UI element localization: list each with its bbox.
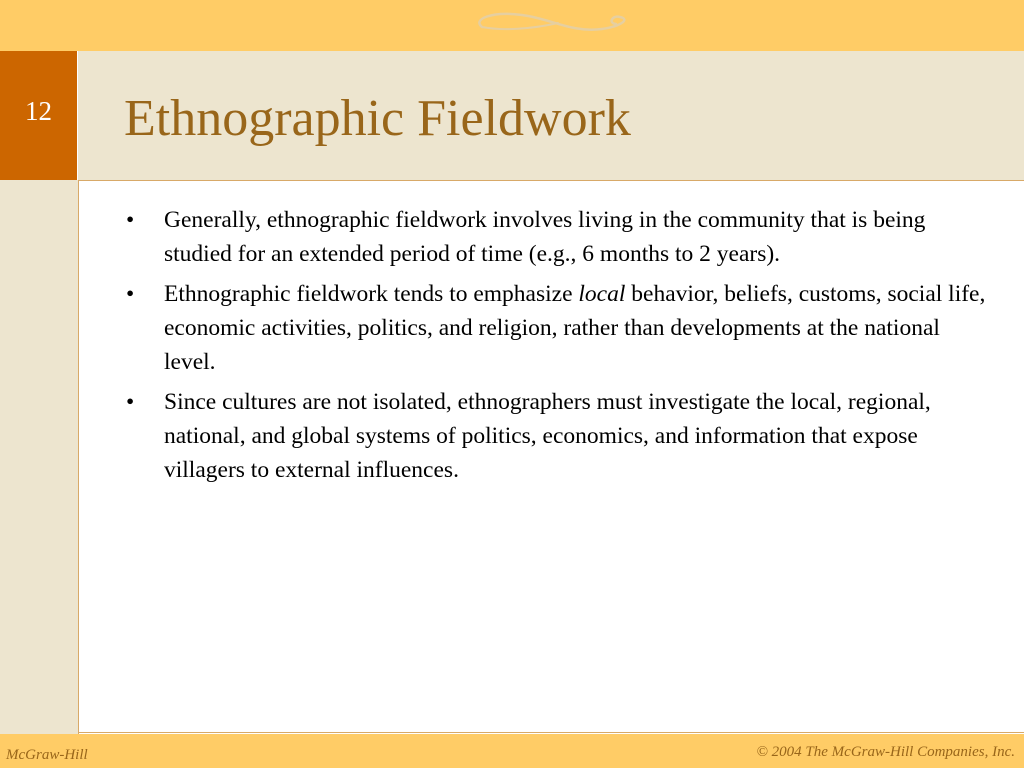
footer-copyright: © 2004 The McGraw-Hill Companies, Inc. [756, 744, 1015, 760]
bullet-item [126, 277, 986, 379]
bullet-text: behavior, beliefs, customs, social life, economic activities, politics, and religion, rather than developments at the national level. [164, 281, 986, 375]
slide-title: Ethnographic Fieldwork [124, 90, 631, 147]
emphasized-text: local [578, 281, 626, 307]
left-strip [0, 180, 78, 736]
bullet-text: Generally, ethnographic fieldwork involves living in the community that is being studied for an extended period of time (e.g., 6 months to 2 years). [164, 207, 926, 267]
decorative-flourish-icon [462, 5, 636, 41]
slide-number: 12 [25, 96, 52, 126]
bullet-list [126, 203, 986, 493]
bullet-marker: • [126, 207, 135, 233]
bullet-marker: • [126, 389, 135, 415]
title-divider [78, 180, 1024, 181]
left-divider [78, 180, 79, 734]
bullet-text: Since cultures are not isolated, ethnographers must investigate the local, regional, national, and global systems of politics, economics, and information that expose villagers to external influences. [164, 389, 931, 483]
bullet-item [126, 203, 986, 271]
bottom-divider [78, 732, 1024, 733]
bullet-text: Ethnographic fieldwork tends to emphasize [164, 281, 579, 307]
top-band [0, 0, 1024, 51]
footer-publisher: McGraw-Hill [6, 747, 88, 763]
bullet-marker: • [126, 281, 135, 307]
bullet-item [126, 385, 986, 487]
